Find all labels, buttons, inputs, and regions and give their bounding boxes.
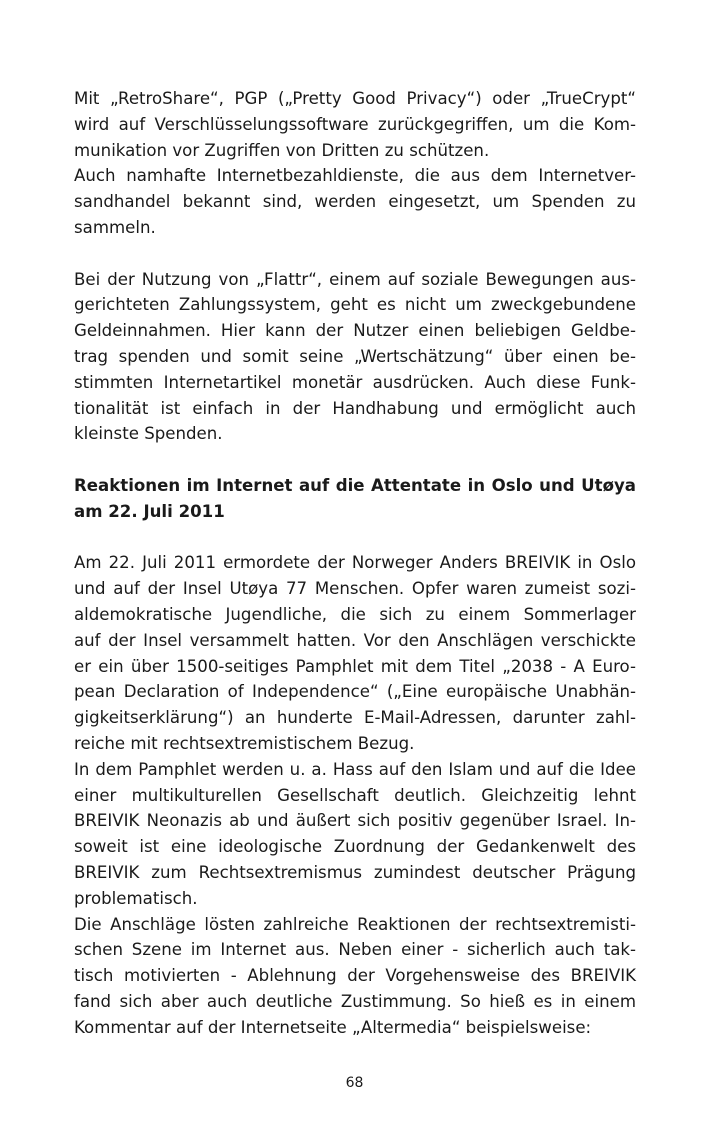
- heading-line: am 22. Juli 2011: [74, 501, 225, 521]
- text-line: stimmten Internetartikel monetär ausdrücken. Auch diese Funk-: [74, 372, 636, 392]
- text-line: Bei der Nutzung von „Flattr“, einem auf soziale Bewegungen aus-: [74, 269, 636, 289]
- text-column: [74, 86, 636, 1040]
- paragraph: [74, 163, 636, 240]
- section-heading: [74, 473, 636, 525]
- text-line: reiche mit rechtsextremistischem Bezug.: [74, 733, 415, 753]
- text-line: tionalität ist einfach in der Handhabung und ermöglicht auch: [74, 398, 636, 418]
- paragraph: [74, 86, 636, 163]
- text-line: kleinste Spenden.: [74, 424, 223, 444]
- text-line: gerichteten Zahlungssystem, geht es nicht um zweckgebundene: [74, 295, 636, 315]
- text-line: Die Anschläge lösten zahlreiche Reaktionen der rechtsextremisti-: [74, 914, 636, 934]
- text-line: pean Declaration of Independence“ („Eine europäische Unabhän-: [74, 682, 636, 702]
- text-line: problematisch.: [74, 888, 198, 908]
- text-line: schen Szene im Internet aus. Neben einer - sicherlich auch tak-: [74, 940, 636, 960]
- text-line: wird auf Verschlüsselungssoftware zurückgegriffen, um die Kom-: [74, 114, 636, 134]
- paragraph: [74, 267, 636, 448]
- text-line: trag spenden und somit seine „Wertschätzung“ über einen be-: [74, 346, 636, 366]
- page-body: [74, 86, 636, 1040]
- text-line: soweit ist eine ideologische Zuordnung der Gedankenwelt des: [74, 837, 636, 857]
- text-line: Kommentar auf der Internetseite „Altermedia“ beispielsweise:: [74, 1017, 592, 1037]
- text-line: Geldeinnahmen. Hier kann der Nutzer einen beliebigen Geldbe-: [74, 321, 636, 341]
- text-line: Mit „RetroShare“, PGP („Pretty Good Privacy“) oder „TrueCrypt“: [74, 89, 636, 108]
- text-line: Auch namhafte Internetbezahldienste, die aus dem Internetver-: [74, 166, 636, 186]
- text-line: auf der Insel versammelt hatten. Vor den Anschlägen verschickte: [74, 630, 636, 650]
- text-line: einer multikulturellen Gesellschaft deutlich. Gleichzeitig lehnt: [74, 785, 636, 805]
- text-line: BREIVIK Neonazis ab und äußert sich positiv gegenüber Israel. In-: [74, 811, 636, 831]
- text-line: fand sich aber auch deutliche Zustimmung. So hieß es in einem: [74, 991, 636, 1011]
- text-line: munikation vor Zugriffen von Dritten zu schützen.: [74, 140, 490, 160]
- text-line: und auf der Insel Utøya 77 Menschen. Opfer waren zumeist sozi-: [74, 579, 636, 599]
- page-number: 68: [345, 1075, 364, 1091]
- text-line: Am 22. Juli 2011 ermordete der Norweger Anders BREIVIK in Oslo: [74, 553, 636, 573]
- text-line: er ein über 1500-seitiges Pamphlet mit dem Titel „2038 - A Euro-: [74, 656, 636, 676]
- paragraph-gap: [74, 241, 636, 267]
- paragraph: [74, 757, 636, 912]
- text-line: sammeln.: [74, 217, 156, 237]
- paragraph-gap: [74, 447, 636, 473]
- paragraph: [74, 912, 636, 1041]
- heading-line: Reaktionen im Internet auf die Attentate in Oslo und Utøya: [74, 475, 636, 495]
- text-line: gigkeitserklärung“) an hunderte E-Mail-Adressen, darunter zahl-: [74, 708, 636, 728]
- text-line: sandhandel bekannt sind, werden eingesetzt, um Spenden zu: [74, 192, 636, 212]
- text-line: In dem Pamphlet werden u. a. Hass auf den Islam und auf die Idee: [74, 759, 636, 779]
- text-line: aldemokratische Jugendliche, die sich zu einem Sommerlager: [74, 604, 636, 624]
- text-line: tisch motivierten - Ablehnung der Vorgehensweise des BREIVIK: [74, 966, 636, 986]
- paragraph: [74, 550, 636, 756]
- text-line: BREIVIK zum Rechtsextremismus zumindest deutscher Prägung: [74, 862, 636, 882]
- paragraph-gap: [74, 525, 636, 551]
